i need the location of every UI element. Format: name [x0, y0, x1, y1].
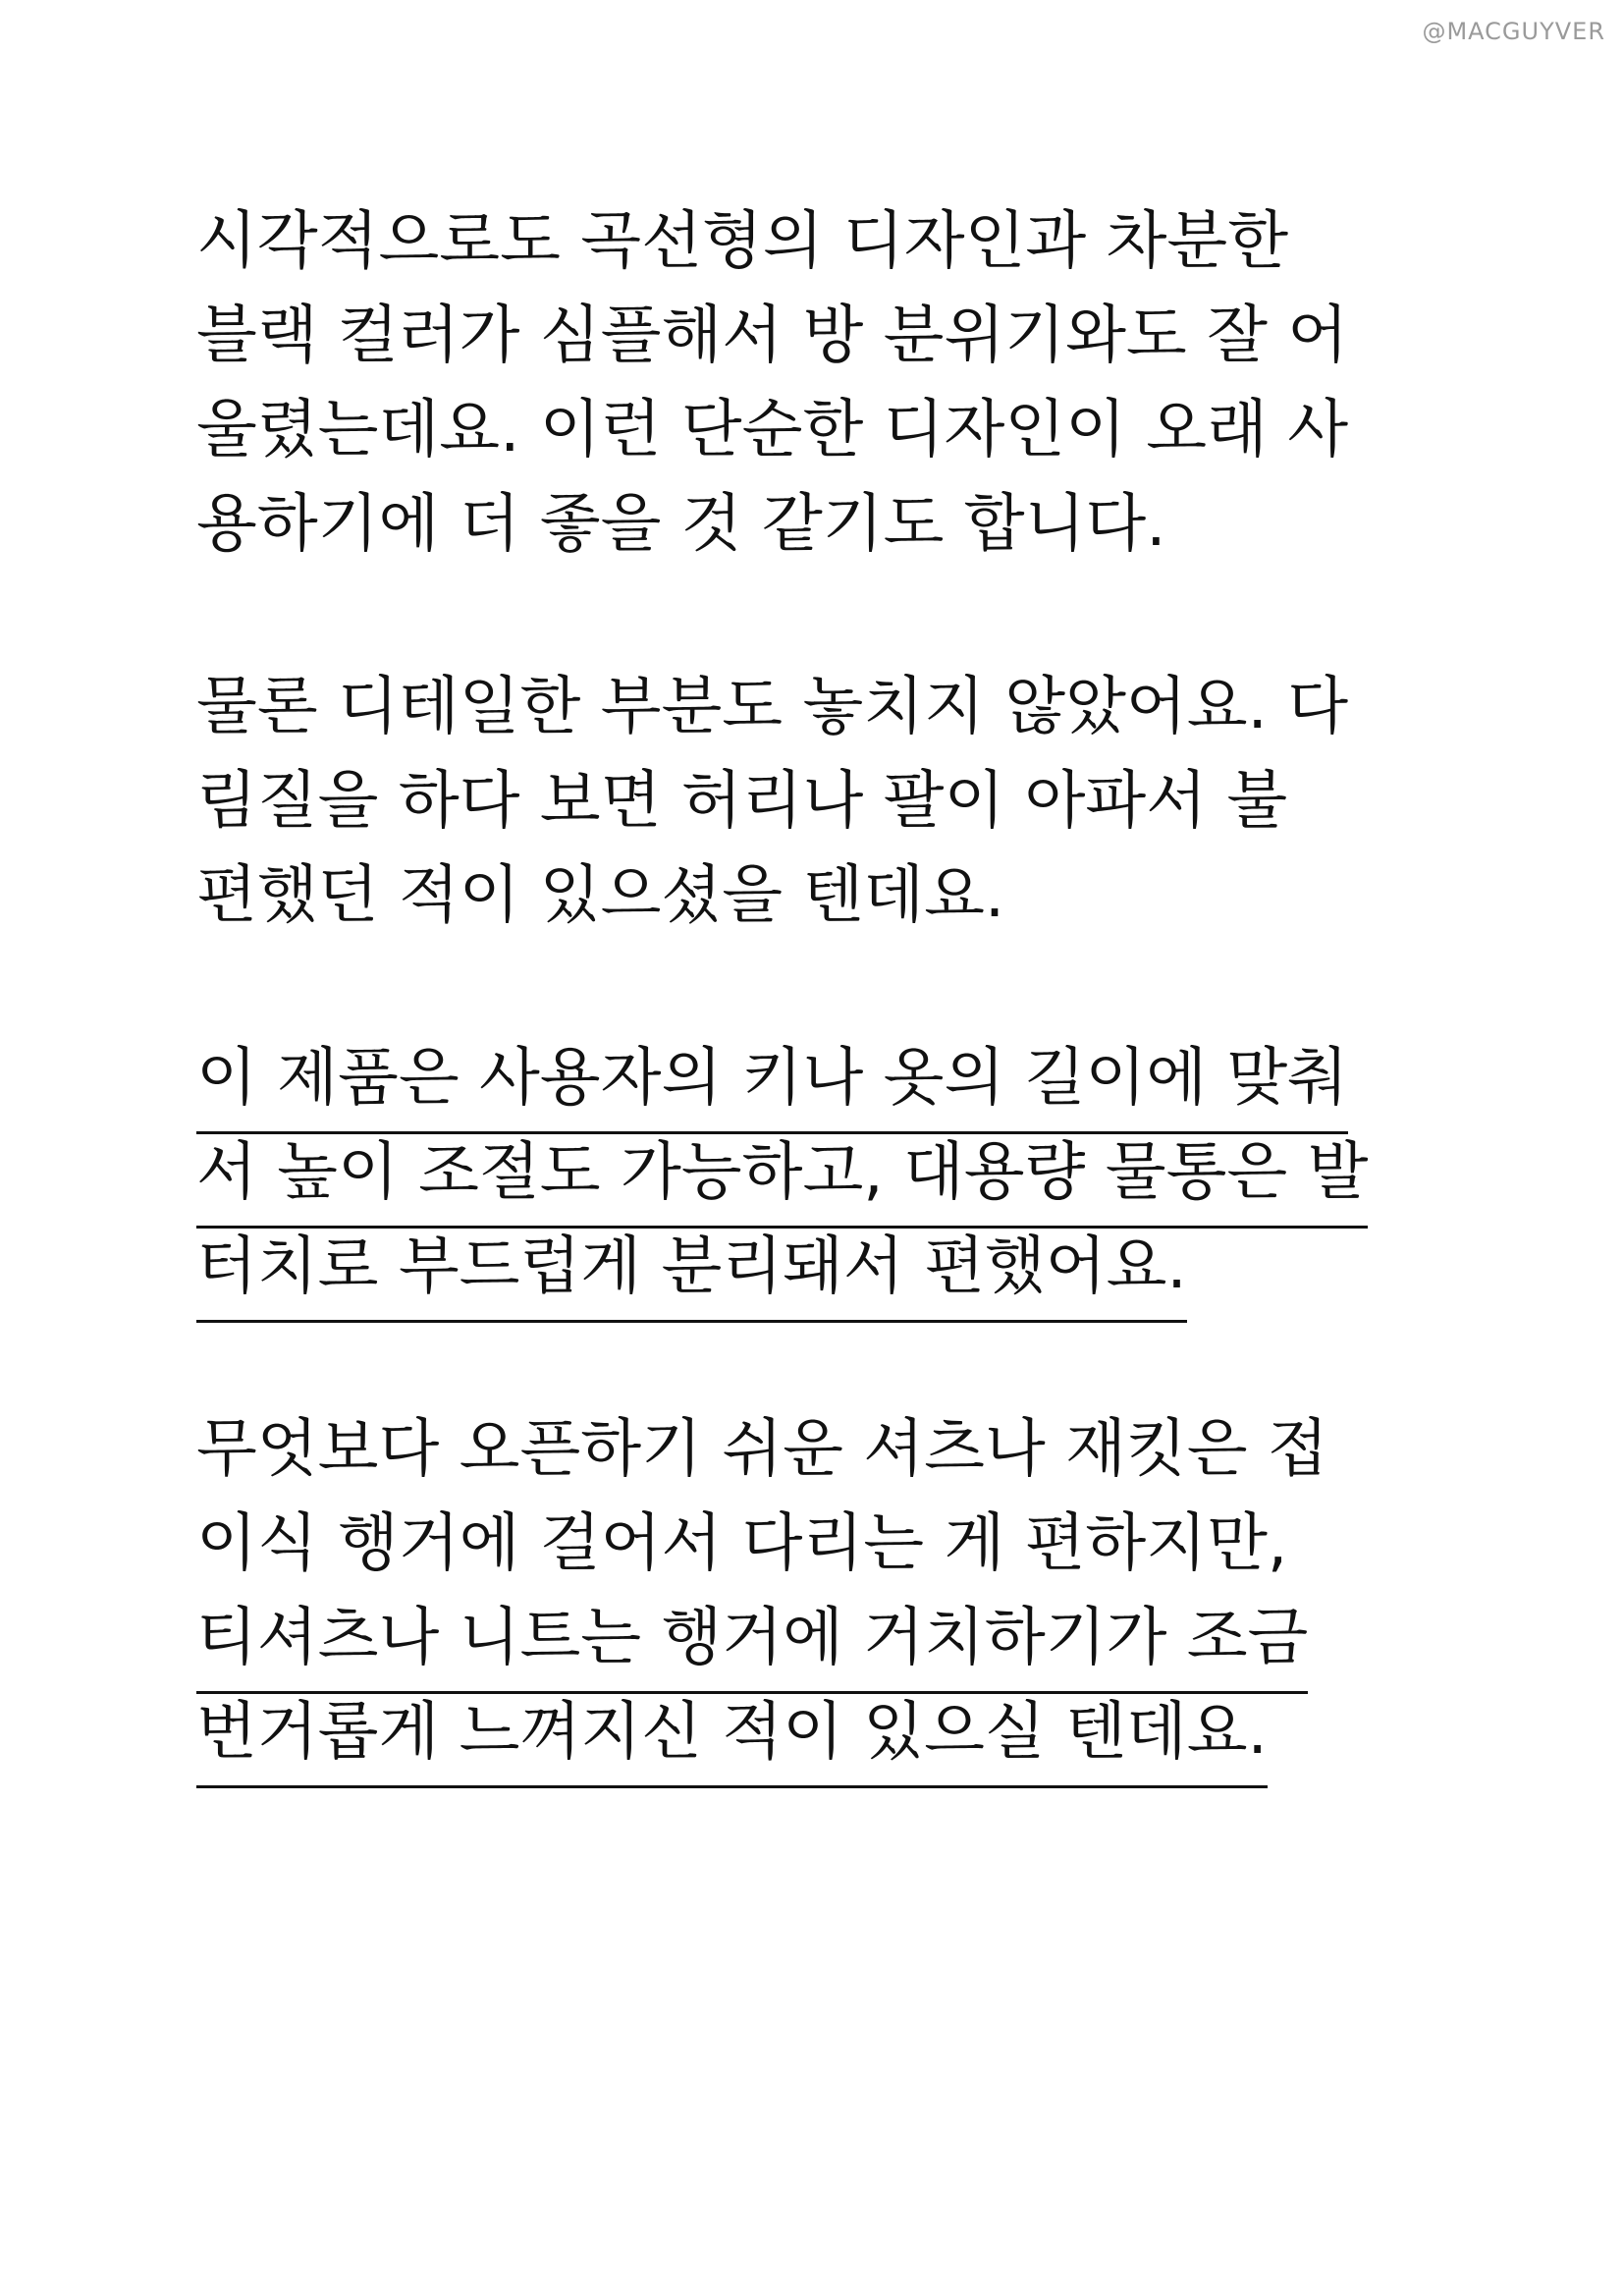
article-body [196, 194, 1434, 1868]
underlined-line [196, 1220, 1434, 1314]
line-text: 이 제품은 사용자의 키나 옷의 길이에 맞춰 [196, 1031, 1348, 1134]
line-text: 터치로 부드럽게 분리돼서 편했어요. [196, 1220, 1187, 1323]
paragraph-1 [196, 194, 1434, 572]
underlined-line [196, 1591, 1434, 1685]
line-text: 티셔츠나 니트는 행거에 거치하기가 조금 [196, 1591, 1308, 1694]
underlined-line [196, 1685, 1434, 1779]
text-line [196, 660, 1434, 754]
text-line [196, 1497, 1434, 1591]
line-text: 편했던 적이 있으셨을 텐데요. [196, 859, 1005, 932]
text-line [196, 477, 1434, 572]
line-text: 림질을 하다 보면 허리나 팔이 아파서 불 [196, 765, 1288, 838]
paragraph-4 [196, 1402, 1434, 1779]
paragraph-3 [196, 1031, 1434, 1314]
line-text: 무엇보다 오픈하기 쉬운 셔츠나 재킷은 접 [196, 1413, 1328, 1486]
text-line [196, 754, 1434, 848]
line-text: 시각적으로도 곡선형의 디자인과 차분한 [196, 205, 1289, 278]
line-text: 용하기에 더 좋을 것 같기도 합니다. [196, 488, 1166, 561]
underlined-line [196, 1031, 1434, 1125]
line-text: 번거롭게 느껴지신 적이 있으실 텐데요. [196, 1685, 1268, 1788]
line-text: 이식 행거에 걸어서 다리는 게 편하지만, [196, 1507, 1288, 1580]
watermark: @MACGUYVER [1422, 18, 1605, 45]
text-line [196, 383, 1434, 477]
paragraph-2 [196, 660, 1434, 943]
text-line [196, 848, 1434, 943]
text-line [196, 194, 1434, 289]
underlined-line [196, 1125, 1434, 1220]
line-text: 블랙 컬러가 심플해서 방 분위기와도 잘 어 [196, 300, 1349, 372]
text-line [196, 289, 1434, 383]
line-text: 물론 디테일한 부분도 놓치지 않았어요. 다 [196, 671, 1349, 743]
line-text: 서 높이 조절도 가능하고, 대용량 물통은 발 [196, 1125, 1368, 1229]
line-text: 울렸는데요. 이런 단순한 디자인이 오래 사 [196, 394, 1349, 466]
text-line [196, 1402, 1434, 1497]
